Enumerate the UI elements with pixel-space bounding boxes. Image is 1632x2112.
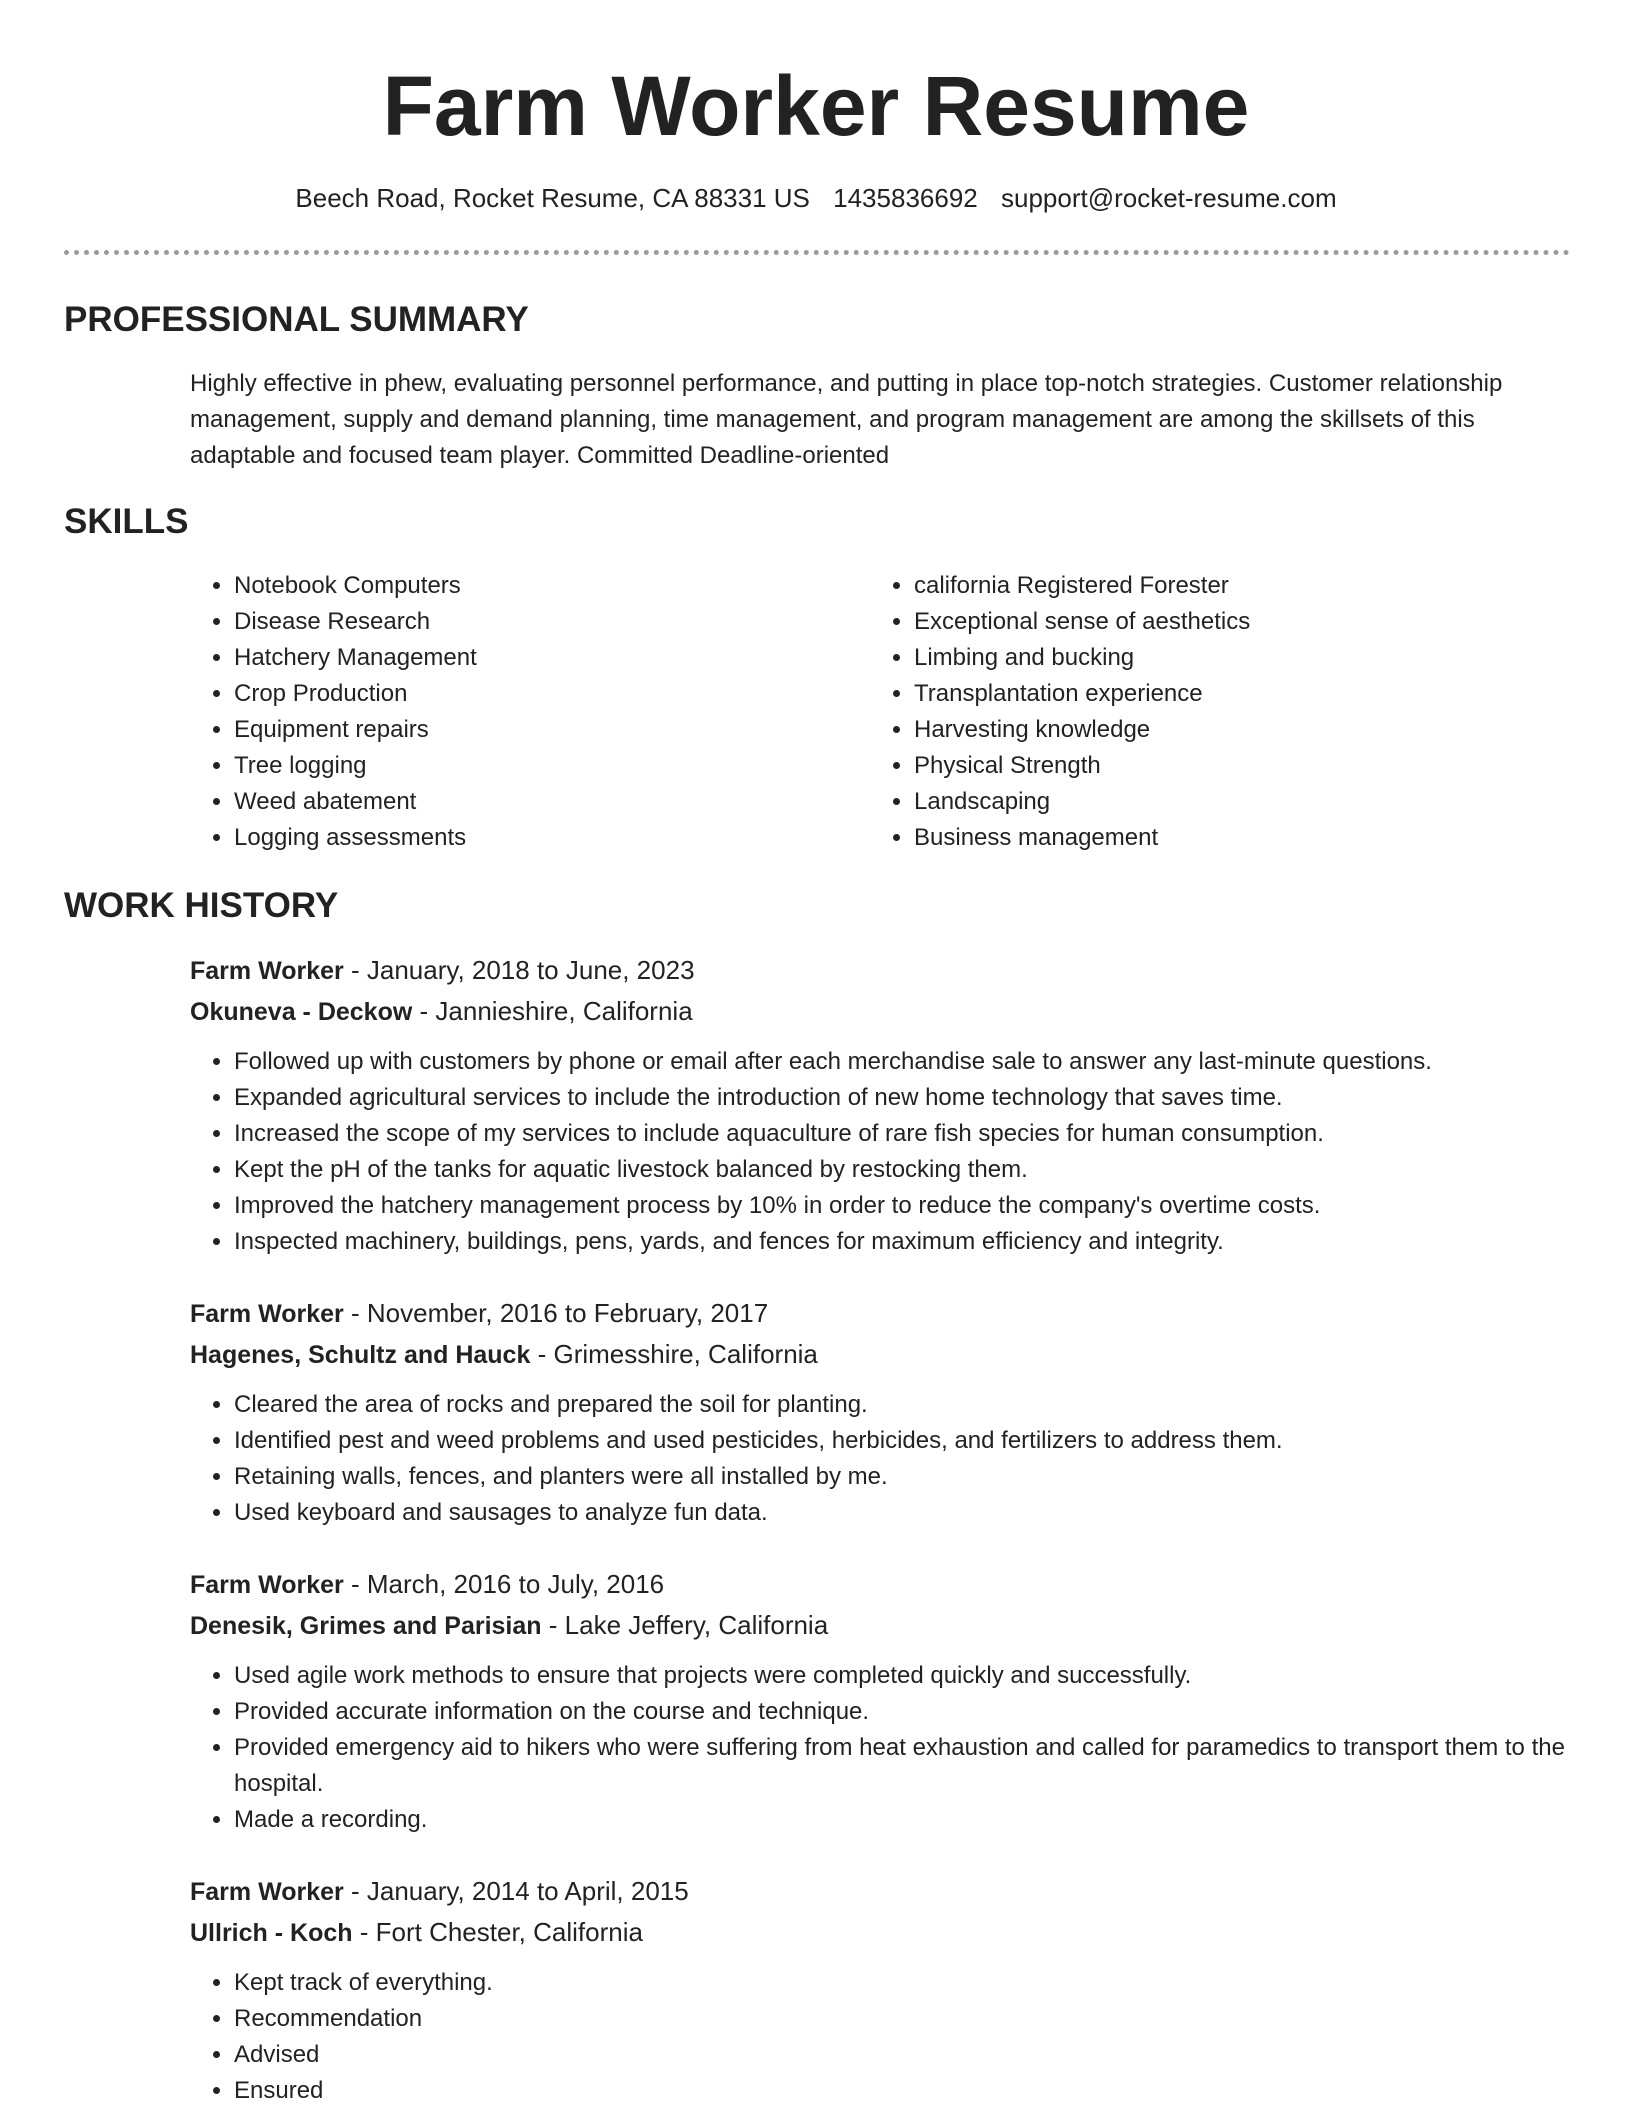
summary-heading: PROFESSIONAL SUMMARY bbox=[64, 300, 529, 339]
skill-item: • Disease Research bbox=[234, 604, 870, 640]
header-divider bbox=[64, 250, 1570, 255]
job-bullet: • Expanded agricultural services to include the introduction of new home technology that saves time. bbox=[234, 1080, 1570, 1116]
job-bullets bbox=[190, 1965, 1570, 2109]
job-dates: - January, 2018 to June, 2023 bbox=[343, 955, 695, 985]
job-location: - Fort Chester, California bbox=[352, 1917, 643, 1947]
job-bullet: • Retaining walls, fences, and planters were all installed by me. bbox=[234, 1459, 1570, 1495]
skill-item: • Landscaping bbox=[914, 784, 1550, 820]
job-bullets bbox=[190, 1044, 1570, 1260]
phone-text: 1435836692 bbox=[833, 183, 978, 213]
job-bullet: • Kept the pH of the tanks for aquatic livestock balanced by restocking them. bbox=[234, 1152, 1570, 1188]
skills-heading: SKILLS bbox=[64, 502, 189, 541]
address-text: Beech Road, Rocket Resume, CA 88331 US bbox=[295, 183, 810, 213]
skills-column-left bbox=[190, 568, 870, 856]
contact-line bbox=[0, 180, 1632, 216]
skills-list bbox=[190, 568, 1570, 856]
skill-item: • Exceptional sense of aesthetics bbox=[914, 604, 1550, 640]
job-location: - Lake Jeffery, California bbox=[541, 1610, 829, 1640]
job-bullet: • Inspected machinery, buildings, pens, yards, and fences for maximum efficiency and integrity. bbox=[234, 1224, 1570, 1260]
summary-text: Highly effective in phew, evaluating personnel performance, and putting in place top-notch strategies. Customer relationship management, supply and demand planning, time management, and program management are among the skillsets of this adaptable and focused team player. Committed Deadline-oriented bbox=[190, 370, 1503, 469]
page-title: Farm Worker Resume bbox=[382, 59, 1250, 153]
job-entry bbox=[190, 1564, 1570, 1838]
job-company-line bbox=[190, 991, 1570, 1032]
job-bullet: • Provided accurate information on the course and technique. bbox=[234, 1694, 1570, 1730]
job-company: Ullrich - Koch bbox=[190, 1919, 353, 1947]
job-bullet: • Improved the hatchery management process by 10% in order to reduce the company's overtime costs. bbox=[234, 1188, 1570, 1224]
job-company: Denesik, Grimes and Parisian bbox=[190, 1612, 542, 1640]
job-location: - Jannieshire, California bbox=[412, 996, 693, 1026]
skill-item: • Crop Production bbox=[234, 676, 870, 712]
skill-item: • Weed abatement bbox=[234, 784, 870, 820]
email-text: support@rocket-resume.com bbox=[1000, 183, 1337, 213]
job-bullet: • Made a recording. bbox=[234, 1802, 1570, 1838]
job-company-line bbox=[190, 1334, 1570, 1375]
job-bullet: • Followed up with customers by phone or email after each merchandise sale to answer any last-minute questions. bbox=[234, 1044, 1570, 1080]
job-company-line bbox=[190, 1912, 1570, 1953]
job-dates: - January, 2014 to April, 2015 bbox=[343, 1876, 689, 1906]
job-company: Okuneva - Deckow bbox=[190, 998, 413, 1026]
job-dates: - March, 2016 to July, 2016 bbox=[343, 1569, 665, 1599]
job-bullet: • Used keyboard and sausages to analyze fun data. bbox=[234, 1495, 1570, 1531]
job-dates: - November, 2016 to February, 2017 bbox=[343, 1298, 769, 1328]
job-bullets bbox=[190, 1387, 1570, 1531]
job-bullet: • Identified pest and weed problems and used pesticides, herbicides, and fertilizers to address them. bbox=[234, 1423, 1570, 1459]
job-title: Farm Worker bbox=[190, 1878, 344, 1906]
job-bullet: • Used agile work methods to ensure that projects were completed quickly and successfully. bbox=[234, 1658, 1570, 1694]
job-bullet: • Ensured bbox=[234, 2073, 1570, 2109]
job-entry bbox=[190, 1293, 1570, 1531]
job-company-line bbox=[190, 1605, 1570, 1646]
skill-item: • california Registered Forester bbox=[914, 568, 1550, 604]
skills-column-right bbox=[870, 568, 1550, 856]
skill-item: • Harvesting knowledge bbox=[914, 712, 1550, 748]
skill-item: • Logging assessments bbox=[234, 820, 870, 856]
job-entry bbox=[190, 1871, 1570, 2109]
skill-item: • Hatchery Management bbox=[234, 640, 870, 676]
job-bullet: • Advised bbox=[234, 2037, 1570, 2073]
job-bullet: • Cleared the area of rocks and prepared the soil for planting. bbox=[234, 1387, 1570, 1423]
skill-item: • Equipment repairs bbox=[234, 712, 870, 748]
skill-item: • Transplantation experience bbox=[914, 676, 1550, 712]
skill-item: • Limbing and bucking bbox=[914, 640, 1550, 676]
job-title: Farm Worker bbox=[190, 1300, 344, 1328]
job-entry bbox=[190, 950, 1570, 1260]
job-bullet: • Provided emergency aid to hikers who were suffering from heat exhaustion and called for paramedics to transport them to the hospital. bbox=[234, 1730, 1570, 1802]
job-bullet: • Recommendation bbox=[234, 2001, 1570, 2037]
job-bullet: • Kept track of everything. bbox=[234, 1965, 1570, 2001]
job-company: Hagenes, Schultz and Hauck bbox=[190, 1341, 531, 1369]
skill-item: • Notebook Computers bbox=[234, 568, 870, 604]
skill-item: • Tree logging bbox=[234, 748, 870, 784]
job-bullets bbox=[190, 1658, 1570, 1838]
job-location: - Grimesshire, California bbox=[530, 1339, 818, 1369]
work-history-heading: WORK HISTORY bbox=[64, 886, 339, 925]
skill-item: • Business management bbox=[914, 820, 1550, 856]
job-title: Farm Worker bbox=[190, 957, 344, 985]
job-title: Farm Worker bbox=[190, 1571, 344, 1599]
job-title-line bbox=[190, 1871, 1570, 1912]
job-title-line bbox=[190, 950, 1570, 991]
skill-item: • Physical Strength bbox=[914, 748, 1550, 784]
job-title-line bbox=[190, 1293, 1570, 1334]
job-bullet: • Increased the scope of my services to include aquaculture of rare fish species for human consumption. bbox=[234, 1116, 1570, 1152]
job-title-line bbox=[190, 1564, 1570, 1605]
